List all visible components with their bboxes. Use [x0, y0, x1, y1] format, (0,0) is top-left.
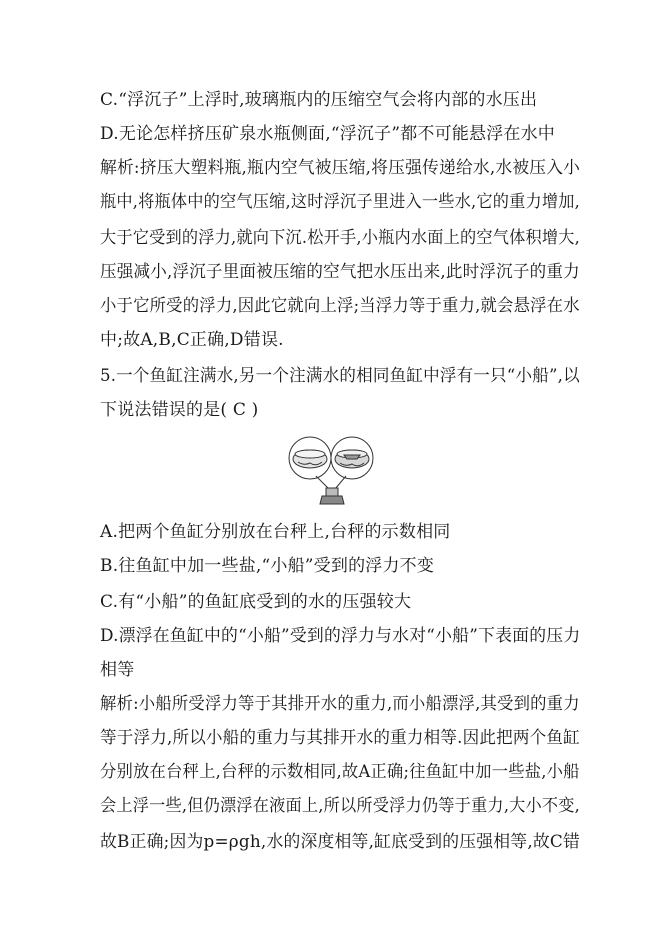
analysis-line: 大于它受到的浮力,就向下沉.松开手,小瓶内水面上的空气体积增大, — [100, 228, 581, 248]
analysis-line: 等于浮力,所以小船的重力与其排开水的重力相等.因此把两个鱼缸 — [100, 728, 580, 748]
option-d-line: 相等 — [100, 660, 135, 680]
analysis-line: 压强减小,浮沉子里面被压缩的空气把水压出来,此时浮沉子的重力 — [100, 262, 580, 282]
scale-stand — [316, 476, 346, 504]
analysis-line: 故B正确;因为p=ρgh,水的深度相等,缸底受到的压强相等,故C错 — [100, 832, 580, 852]
fish-tank-figure — [286, 432, 378, 508]
option-a-line: A.把两个鱼缸分别放在台秤上,台秤的示数相同 — [100, 522, 451, 542]
left-fish-tank — [289, 437, 331, 479]
question-5-line: 5.一个鱼缸注满水,另一个注满水的相同鱼缸中浮有一只“小船”,以 — [100, 366, 580, 386]
option-b-line: B.往鱼缸中加一些盐,“小船”受到的浮力不变 — [100, 556, 435, 576]
option-d-line: D.漂浮在鱼缸中的“小船”受到的浮力与水对“小船”下表面的压力 — [100, 626, 581, 646]
analysis-line: 会上浮一些,但仍漂浮在液面上,所以所受浮力仍等于重力,大小不变, — [100, 796, 581, 816]
small-boat — [344, 455, 360, 459]
analysis-line: 分别放在台秤上,台秤的示数相同,故A正确;往鱼缸中加一些盐,小船 — [100, 762, 580, 782]
analysis-line: 中;故A,B,C正确,D错误. — [100, 330, 284, 350]
question-5-line: 下说法错误的是( C ) — [100, 400, 259, 420]
right-fish-tank — [331, 437, 373, 479]
analysis-line: 瓶中,将瓶体中的空气压缩,这时浮沉子里进入一些水,它的重力增加, — [100, 192, 581, 212]
analysis-line: 解析:挤压大塑料瓶,瓶内空气被压缩,将压强传递给水,水被压入小 — [100, 158, 581, 178]
option-d-line: D.无论怎样挤压矿泉水瓶侧面,“浮沉子”都不可能悬浮在水中 — [100, 124, 556, 144]
analysis-line: 小于它所受的浮力,因此它就向上浮;当浮力等于重力,就会悬浮在水 — [100, 296, 580, 316]
option-c-line: C.“浮沉子”上浮时,玻璃瓶内的压缩空气会将内部的水压出 — [100, 90, 538, 110]
option-c-line: C.有“小船”的鱼缸底受到的水的压强较大 — [100, 592, 412, 612]
analysis-line: 解析:小船所受浮力等于其排开水的重力,而小船漂浮,其受到的重力 — [100, 694, 580, 714]
